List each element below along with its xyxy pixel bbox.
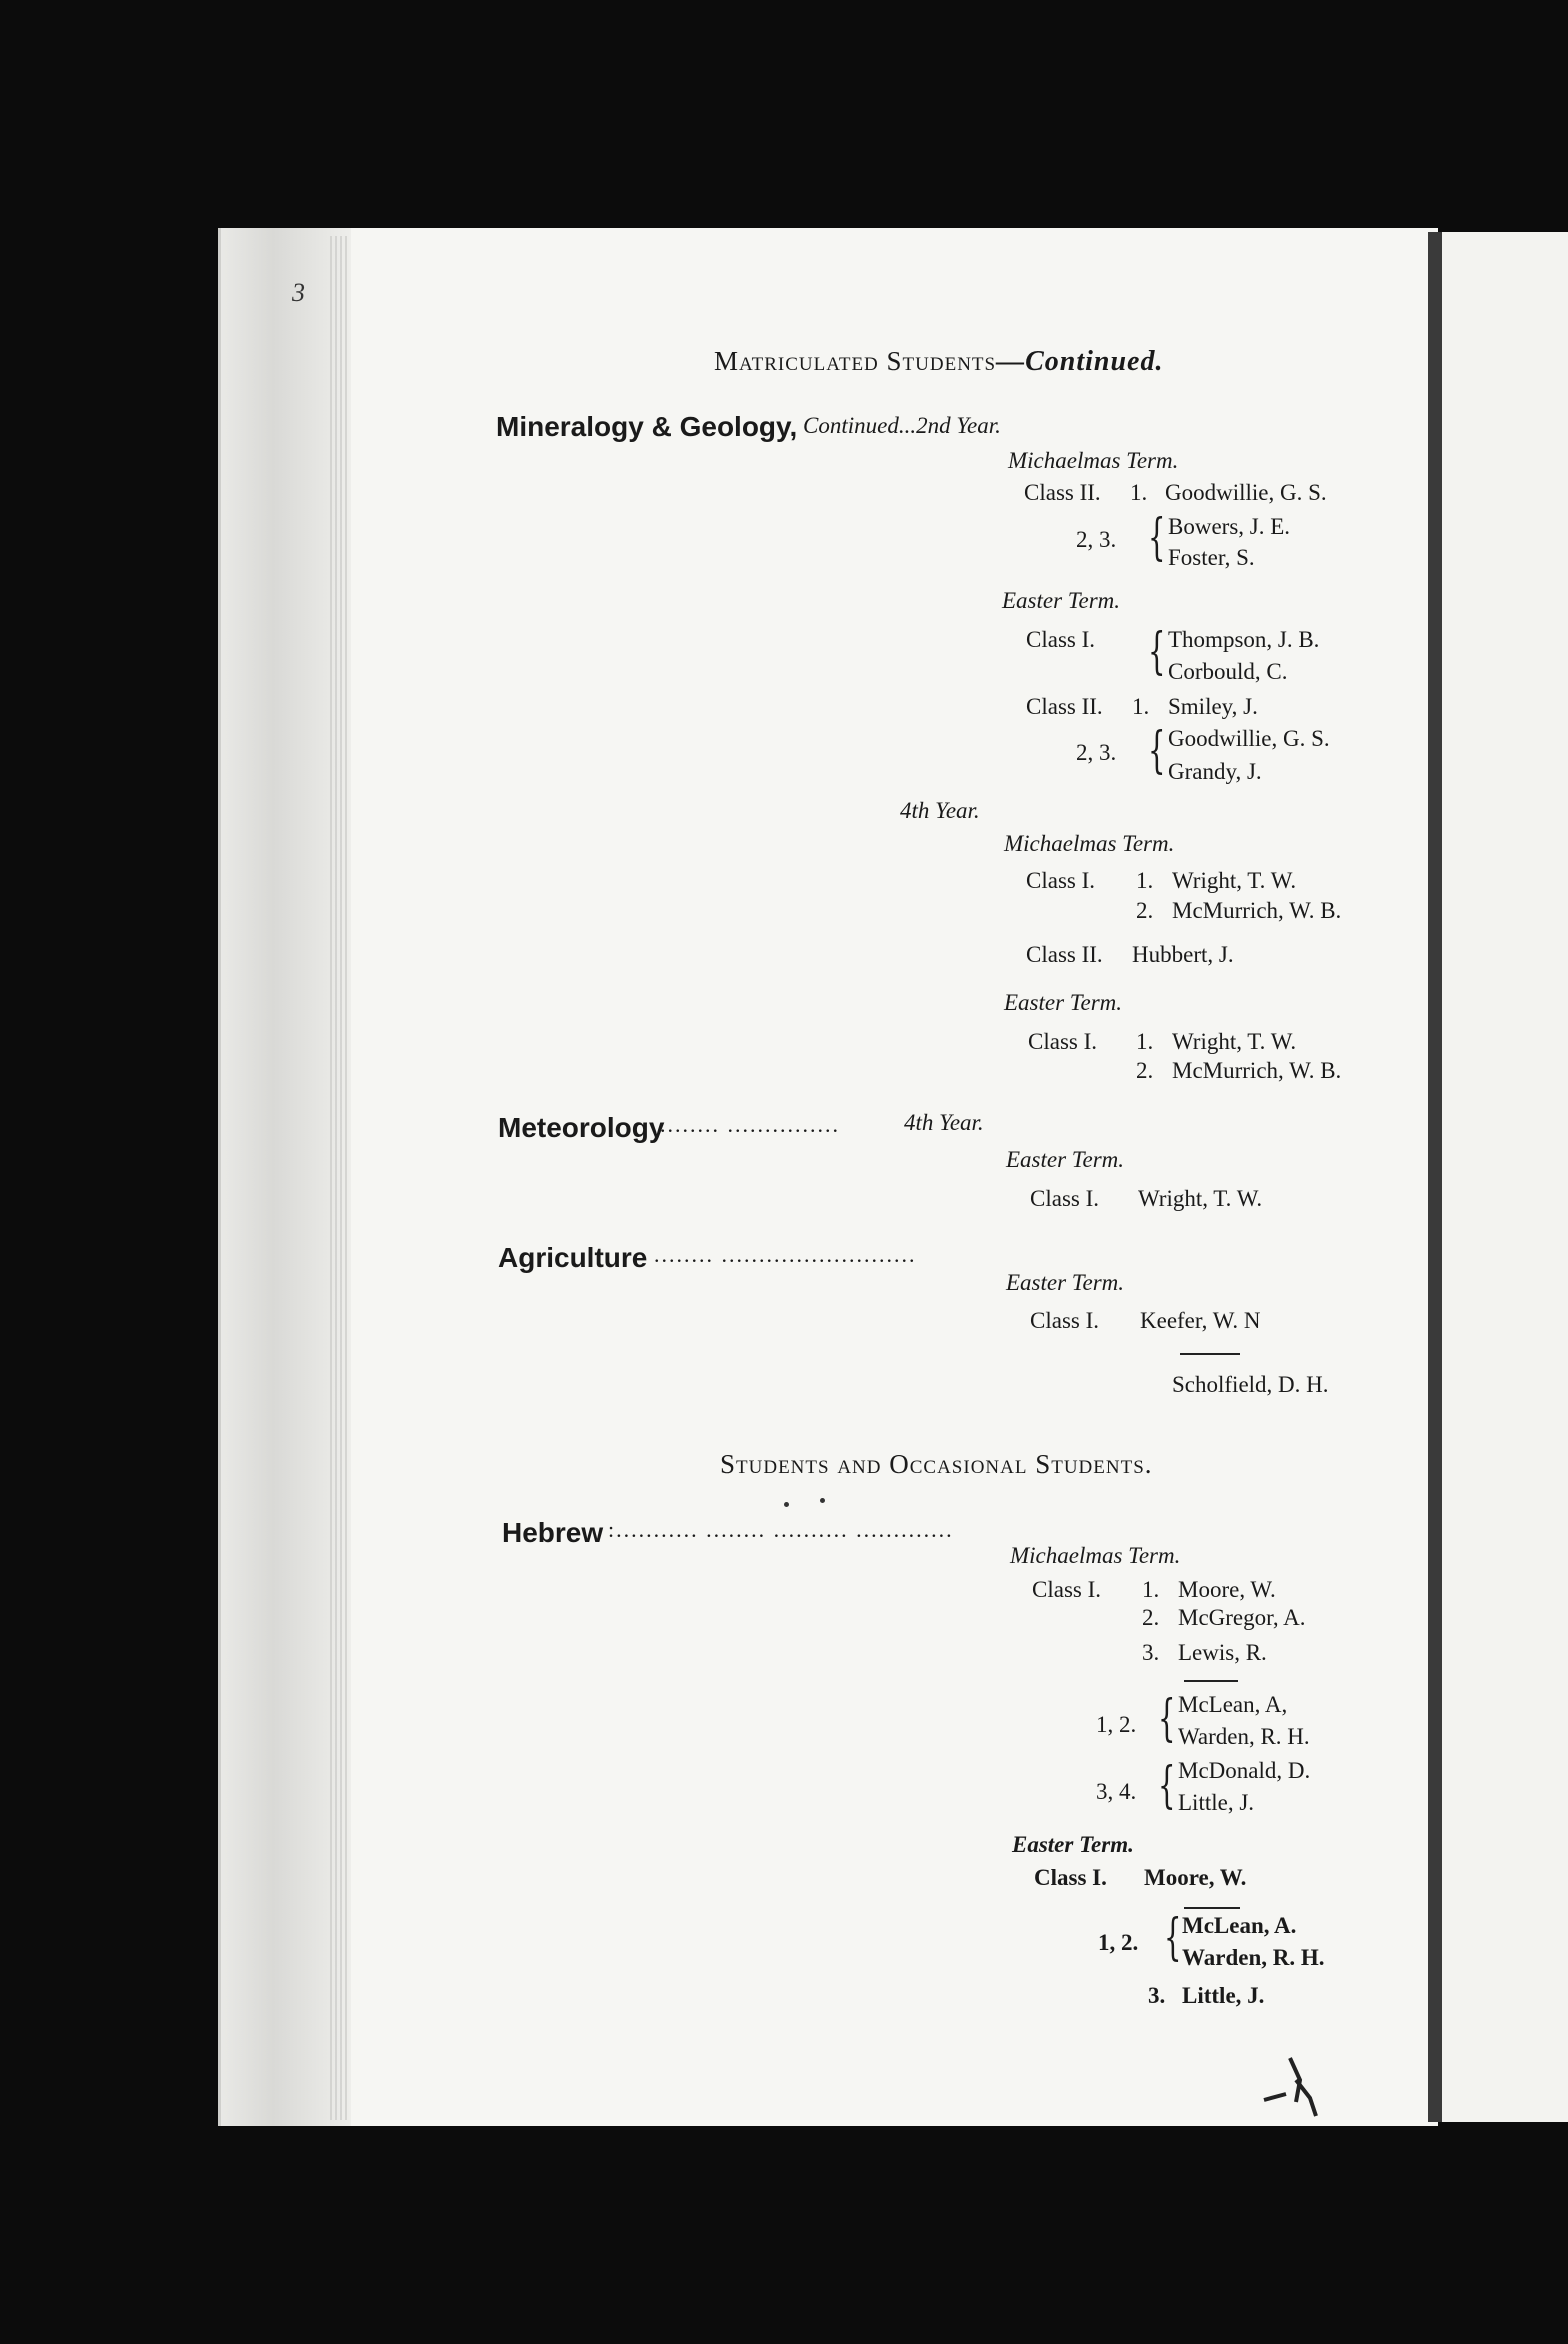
student-name: McGregor, A. xyxy=(1178,1605,1306,1630)
student-name: Hubbert, J. xyxy=(1132,942,1234,967)
brace-icon: { xyxy=(1164,1908,1182,1966)
mineralogy-4th-easter-term: Easter Term. xyxy=(1004,990,1122,1015)
ink-dot xyxy=(784,1502,789,1507)
separator-rule xyxy=(1184,1680,1238,1682)
hebrew-michaelmas-term: Michaelmas Term. xyxy=(1010,1543,1181,1568)
student-name: Warden, R. H. xyxy=(1182,1945,1325,1970)
header-continued: —Continued. xyxy=(996,346,1164,377)
class-label: Class I. xyxy=(1030,1308,1099,1333)
student-name: Goodwillie, G. S. xyxy=(1165,480,1327,505)
student-name: Little, J. xyxy=(1178,1790,1255,1815)
rank-label: 3, 4. xyxy=(1096,1779,1137,1804)
rank-label: 3. xyxy=(1148,1983,1166,2008)
class-label: Class I. xyxy=(1032,1577,1101,1602)
student-name: Corbould, C. xyxy=(1168,659,1288,684)
student-name: Lewis, R. xyxy=(1178,1640,1267,1665)
student-name: Warden, R. H. xyxy=(1178,1724,1310,1749)
subject-meteorology: Meteorology xyxy=(498,1112,665,1143)
student-name: Wright, T. W. xyxy=(1138,1186,1263,1211)
brace-icon: { xyxy=(1158,1689,1176,1747)
rank-label: 1, 2. xyxy=(1098,1930,1139,1955)
rank-label: 2. xyxy=(1136,1058,1154,1083)
adjacent-page xyxy=(1442,232,1568,2122)
dot-leader: :........... ........ .......... ............. xyxy=(608,1517,954,1542)
student-name: McDonald, D. xyxy=(1178,1758,1311,1783)
brace-icon: { xyxy=(1148,721,1166,779)
student-name: McLean, A, xyxy=(1178,1692,1288,1717)
student-name: Little, J. xyxy=(1182,1983,1265,2008)
mineralogy-4th-michaelmas-term: Michaelmas Term. xyxy=(1004,831,1175,856)
subject-mineralogy-geology: Mineralogy & Geology, xyxy=(496,411,798,442)
rank-label: 1. xyxy=(1130,480,1148,505)
student-name: Goodwillie, G. S. xyxy=(1168,726,1330,751)
class-label: Class I. xyxy=(1028,1029,1097,1054)
ink-dot xyxy=(820,1498,825,1503)
rank-label: 1. xyxy=(1136,1029,1154,1054)
brace-icon: { xyxy=(1148,508,1166,566)
header-title: Matriculated Students xyxy=(714,346,997,376)
student-name: Grandy, J. xyxy=(1168,759,1262,784)
mineralogy-4th-year: 4th Year. xyxy=(900,798,980,823)
student-name: Bowers, J. E. xyxy=(1168,514,1291,539)
meteorology-easter-term: Easter Term. xyxy=(1006,1147,1124,1172)
class-label: Class II. xyxy=(1024,480,1101,505)
separator-rule xyxy=(1184,1907,1240,1909)
page-right-shadow xyxy=(1428,232,1442,2122)
student-name: Wright, T. W. xyxy=(1172,868,1297,893)
student-name: Wright, T. W. xyxy=(1172,1029,1297,1054)
student-name: Moore, W. xyxy=(1144,1865,1247,1890)
class-label: Class I. xyxy=(1030,1186,1099,1211)
student-name: Thompson, J. B. xyxy=(1168,627,1320,652)
class-label: Class I. xyxy=(1034,1865,1107,1890)
mineralogy-michaelmas-term: Michaelmas Term. xyxy=(1008,448,1179,473)
dot-leader: ........ ............... xyxy=(660,1112,840,1137)
class-label: Class II. xyxy=(1026,942,1103,967)
rank-label: 1. xyxy=(1136,868,1154,893)
rank-label: 2. xyxy=(1142,1605,1160,1630)
page-edge-lines xyxy=(330,236,348,2120)
hebrew-easter-term: Easter Term. xyxy=(1012,1832,1134,1857)
rank-label: 2. xyxy=(1136,898,1154,923)
student-name: Keefer, W. N xyxy=(1140,1308,1261,1333)
student-name: Scholfield, D. H. xyxy=(1172,1372,1329,1397)
meteorology-year: 4th Year. xyxy=(904,1110,984,1135)
class-label: Class I. xyxy=(1026,868,1095,893)
subject-agriculture: Agriculture xyxy=(498,1242,648,1273)
brace-icon: { xyxy=(1158,1756,1176,1814)
student-name: McMurrich, W. B. xyxy=(1172,898,1342,923)
rank-label: 1, 2. xyxy=(1096,1712,1137,1737)
page-header xyxy=(714,346,1163,378)
rank-label: 2, 3. xyxy=(1076,527,1117,552)
class-label: Class I. xyxy=(1026,627,1095,652)
student-name: Foster, S. xyxy=(1168,545,1255,570)
dot-leader: ........ .......................... xyxy=(654,1242,917,1267)
mineralogy-continued-year: Continued...2nd Year. xyxy=(803,413,1001,438)
rank-label: 1. xyxy=(1132,694,1150,719)
subject-hebrew: Hebrew xyxy=(502,1517,604,1548)
class-label: Class II. xyxy=(1026,694,1103,719)
mineralogy-easter-term: Easter Term. xyxy=(1002,588,1120,613)
handwritten-page-mark: 3 xyxy=(292,278,305,307)
brace-icon: { xyxy=(1148,622,1166,680)
student-name: McLean, A. xyxy=(1182,1913,1297,1938)
student-name: McMurrich, W. B. xyxy=(1172,1058,1342,1083)
ink-smudge-mark xyxy=(1256,2050,1336,2120)
rank-label: 3. xyxy=(1142,1640,1160,1665)
paper-page xyxy=(218,228,1438,2126)
separator-rule xyxy=(1180,1353,1240,1355)
student-name: Smiley, J. xyxy=(1168,694,1258,719)
agriculture-easter-term: Easter Term. xyxy=(1006,1270,1124,1295)
rank-label: 1. xyxy=(1142,1577,1160,1602)
rank-label: 2, 3. xyxy=(1076,740,1117,765)
student-name: Moore, W. xyxy=(1178,1577,1276,1602)
section-header: Students and Occasional Students. xyxy=(720,1449,1153,1479)
